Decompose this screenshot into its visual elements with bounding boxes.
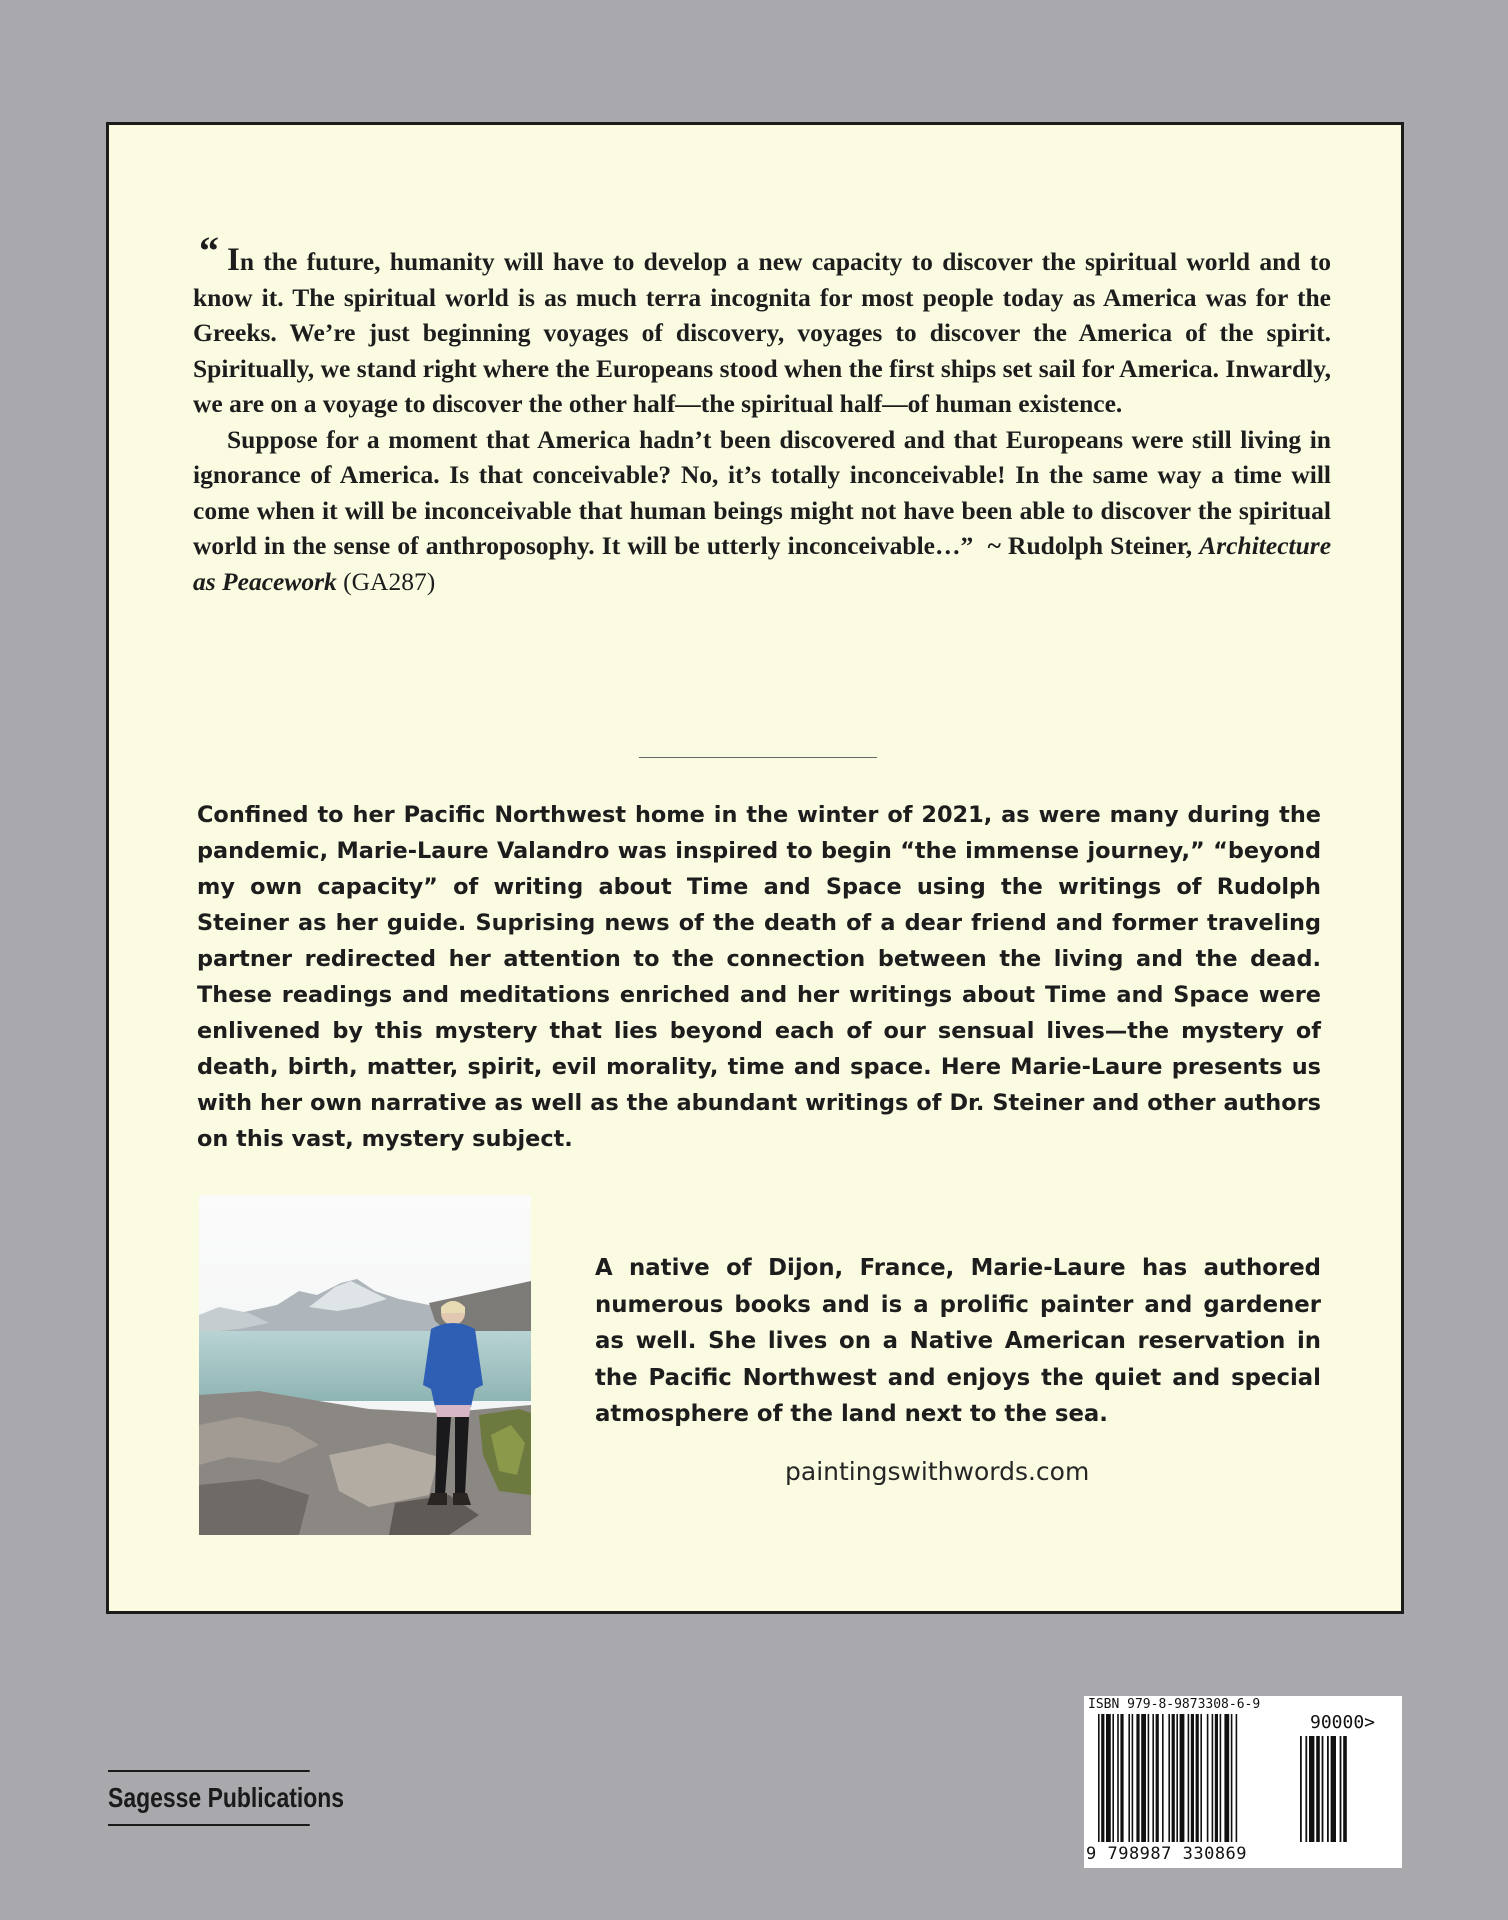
barcode-bar [1168,1714,1170,1842]
barcode-bar [1176,1714,1178,1842]
barcode-bar [1200,1714,1202,1842]
barcode-bar [1106,1714,1111,1842]
barcode-bar [1136,1714,1139,1842]
barcode-bar [1156,1714,1159,1842]
addon-bar [1322,1736,1324,1842]
addon-bar [1331,1736,1336,1842]
quote-attribution: ~ Rudolph Steiner, [987,531,1193,560]
barcode-bar [1141,1714,1146,1842]
addon-bar [1309,1736,1314,1842]
barcode-bar [1162,1714,1164,1842]
barcode-bar [1188,1714,1190,1842]
steiner-quote [193,228,1332,599]
addon-bar [1300,1736,1302,1842]
quote-drop-cap: I [227,242,240,278]
price-code: 90000> [1310,1712,1376,1733]
barcode-bar [1172,1714,1175,1842]
barcode-bar [1220,1714,1222,1842]
addon-bar [1327,1736,1329,1842]
addon-bar [1343,1736,1347,1842]
quote-paragraph-1-text: n the future, humanity will have to develop a new capacity to discover the spiritual world and to know it. The spiritual world is as much terra incognita for most people today as America was for the Greeks. We’re just beginning voyages of discovery, voyages to discover the America of the spirit. Spiritually, we stand right where the Europeans stood when the first ships set sail for America. Inwardly, we are on a voyage to discover the other half—the spiritual half—of human existence. [193,247,1331,418]
back-cover-panel [106,122,1404,1614]
quote-paragraph-2-text: Suppose for a moment that America hadn’t been discovered and that Europeans were still living in ignorance of America. Is that conceivable? No, it’s totally inconceivable! In the same way a time will come when it will be inconceivable that human beings might not have been able to discover the spiritual world in the sense of anthroposophy. It will be utterly inconceivable…” [193,424,1331,560]
barcode-bar [1117,1714,1119,1842]
open-quote-mark: “ [199,228,219,273]
barcode-bar [1101,1714,1104,1842]
quote-book-title: Architecture as Peacework [193,531,1332,596]
isbn-label: ISBN 979-8-9873308-6-9 [1088,1697,1261,1712]
quote-book-code: (GA287) [343,566,436,596]
author-website: paintingswithwords.com [785,1457,1090,1486]
barcode-bar [1236,1714,1238,1842]
barcode-bar [1098,1714,1100,1842]
quote-paragraph-1 [193,243,1331,422]
barcode-bar [1180,1714,1185,1842]
barcode-bar [1148,1714,1150,1842]
barcode-bar [1152,1714,1154,1842]
barcode-bar [1212,1714,1214,1842]
addon-bar [1305,1736,1307,1842]
publisher-logo: Sagesse Publications [108,1770,310,1826]
isbn-barcode [1084,1696,1402,1868]
barcode-bar [1128,1714,1130,1842]
barcode-bar [1191,1714,1194,1842]
section-divider [639,757,877,758]
author-photo [199,1195,531,1535]
addon-bar [1340,1736,1342,1842]
author-bio: A native of Dijon, France, Marie-Laure has authored numerous books and is a prolific painter and gardener as well. She lives on a Native American reservation in the Pacific Northwest and enjoys the quiet and special atmosphere of the land next to the sea. [595,1255,1321,1427]
barcode-bar [1224,1714,1229,1842]
ean-digits: 9 798987 330869 [1086,1844,1248,1864]
barcode-bar [1215,1714,1218,1842]
barcode-bar [1112,1714,1114,1842]
barcode-bar [1120,1714,1123,1842]
barcode-bar [1207,1714,1209,1842]
barcode-bar [1132,1714,1134,1842]
barcode-bar [1231,1714,1233,1842]
addon-bar [1316,1736,1320,1842]
barcode-bar [1196,1714,1199,1842]
author-photo-image [199,1195,531,1535]
book-description: Confined to her Pacific Northwest home in the winter of 2021, as were many during the pandemic, Marie-Laure Valandro was inspired to begin “the immense journey,” “beyond my own capacity” of writing about Time and Space using the writings of Rudolph Steiner as her guide. Suprising news of the death of a dear friend and former traveling partner redirected her attention to the connection between the living and the dead. These readings and meditations enriched and her writings about Time and Space were enlivened by this mystery that lies beyond each of our sensual lives—the mystery of death, birth, matter, spirit, evil morality, time and space. Here Marie-Laure presents us with her own narrative as well as the abundant writings of Dr. Steiner and other authors on this vast, mystery subject. [197,802,1321,1152]
quote-paragraph-2 [193,422,1331,600]
